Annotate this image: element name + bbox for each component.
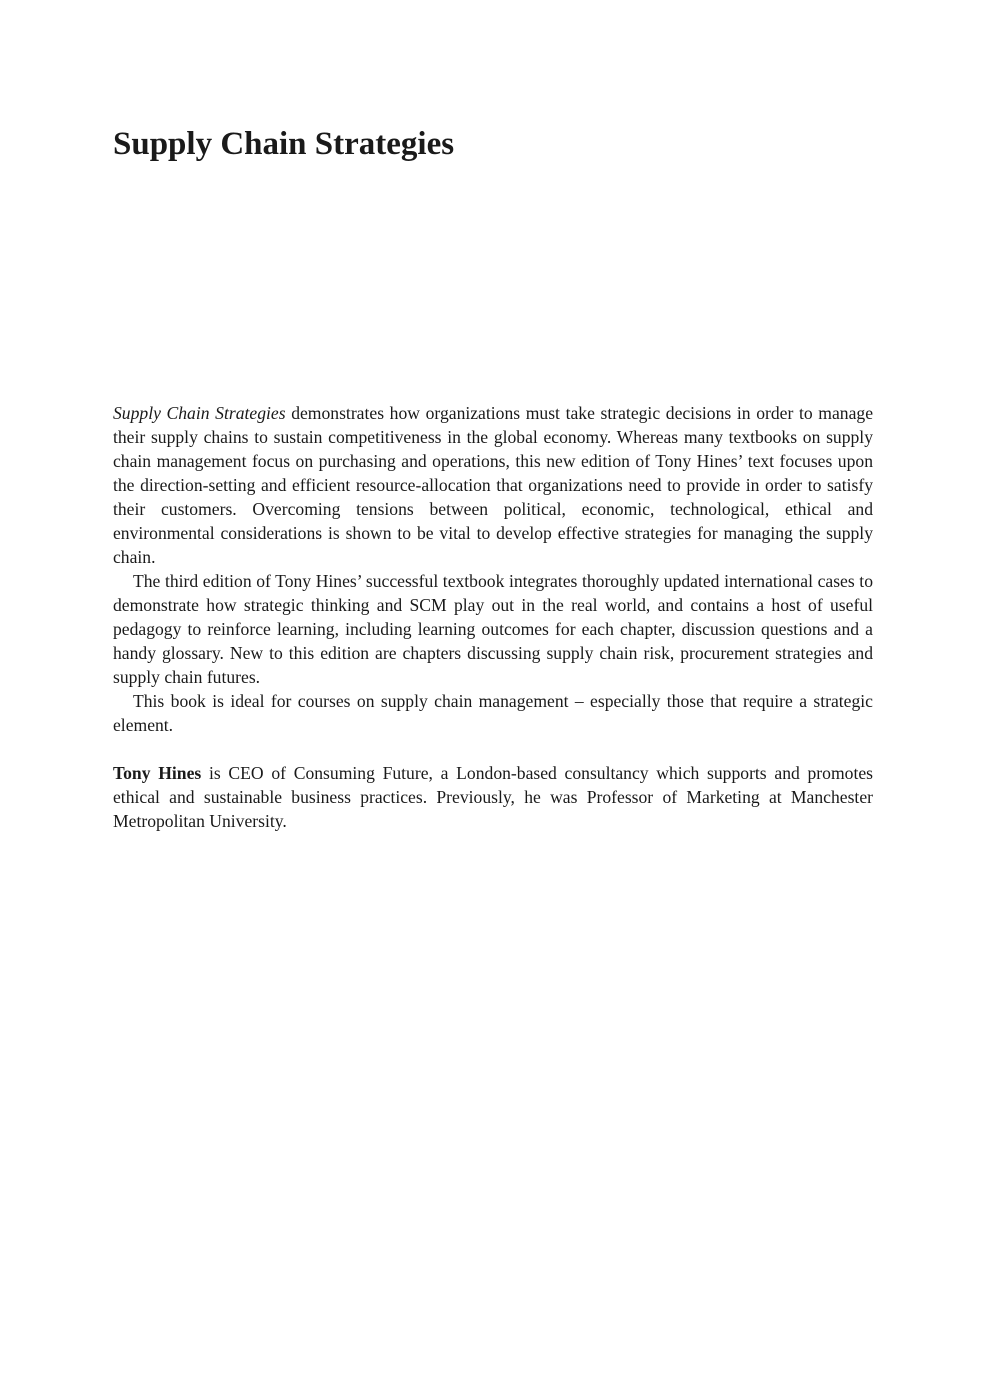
author-bio <box>113 761 873 833</box>
author-bio-text: is CEO of Consuming Future, a London-based consultancy which supports and promotes ethical and sustainable business practices. Previously, he was Professor of Marketing at Manchester Metropolitan University. <box>113 763 873 831</box>
description-paragraph-2: The third edition of Tony Hines’ successful textbook integrates thoroughly updated international cases to demonstrate how strategic thinking and SCM play out in the real world, and contains a host of useful pedagogy to reinforce learning, including learning outcomes for each chapter, discussion questions and a handy glossary. New to this edition are chapters discussing supply chain risk, procurement strategies and supply chain futures. <box>113 571 873 687</box>
book-title: Supply Chain Strategies <box>113 126 455 162</box>
book-description <box>113 401 873 737</box>
book-title-italic: Supply Chain Strategies <box>113 403 286 423</box>
author-name: Tony Hines <box>113 763 202 783</box>
description-paragraph-1 <box>113 401 873 569</box>
description-paragraph-1-text: demonstrates how organizations must take strategic decisions in order to manage their supply chains to sustain competitiveness in the global economy. Whereas many textbooks on supply chain management focus on purchasing and operations, this new edition of Tony Hines’ text focuses upon the direction-setting and efficient resource-allocation that organizations need to provide in order to satisfy their customers. Overcoming tensions between political, economic, technological, ethical and environmental considerations is shown to be vital to develop effective strategies for managing the supply chain. <box>113 403 874 567</box>
description-paragraph-3: This book is ideal for courses on supply chain management – especially those that require a strategic element. <box>113 691 873 735</box>
